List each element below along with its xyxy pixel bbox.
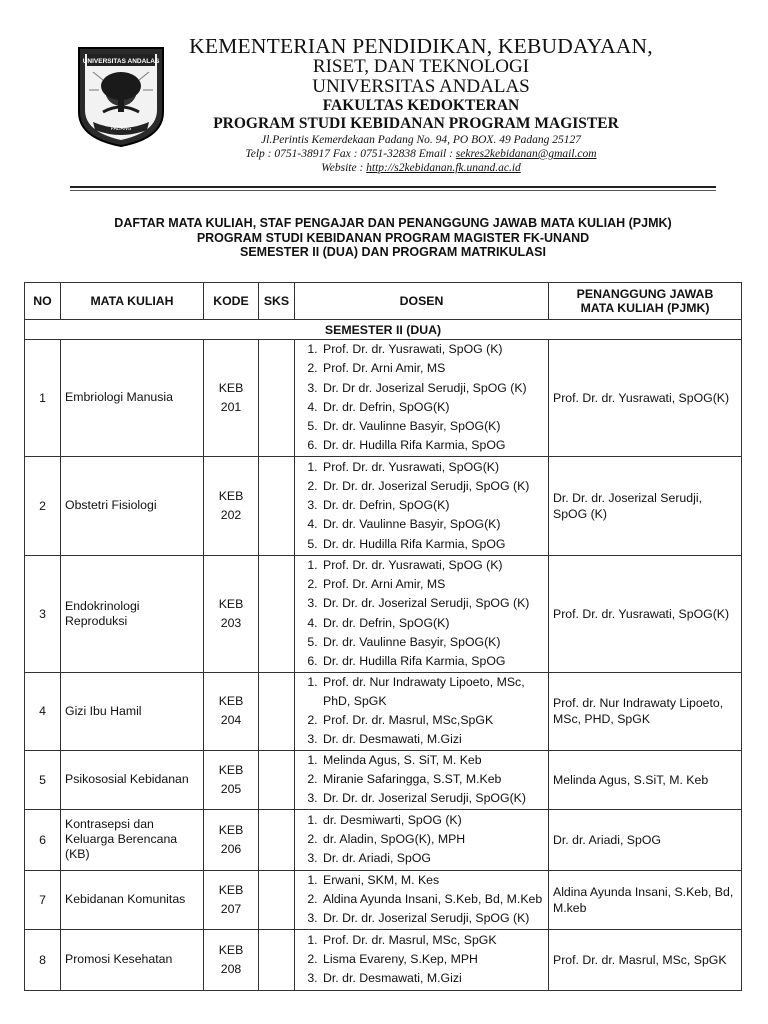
ministry-line-1: KEMENTERIAN PENDIDIKAN, KEBUDAYAAN,	[189, 34, 653, 58]
cell-kode	[204, 340, 259, 457]
program-name: PROGRAM STUDI KEBIDANAN PROGRAM MAGISTER	[213, 115, 619, 132]
cell-no: 8	[25, 929, 61, 990]
kode-number: 205	[220, 781, 242, 796]
cell-pjmk: Prof. Dr. dr. Yusrawati, SpOG(K)	[549, 340, 742, 457]
svg-text:PADANG: PADANG	[110, 126, 132, 132]
university-name: UNIVERSITAS ANDALAS	[312, 76, 530, 97]
kode-prefix: KEB	[218, 488, 244, 503]
dosen-item: 4. Dr. dr. Defrin, SpOG(K)	[321, 614, 544, 633]
dosen-item: 3. Dr. dr. Defrin, SpOG(K)	[321, 496, 544, 515]
cell-mata-kuliah: Kebidanan Komunitas	[61, 870, 204, 929]
header-divider-thin	[70, 190, 716, 191]
cell-pjmk: Dr. dr. Ariadi, SpOG	[549, 809, 742, 870]
ministry-line-2: RISET, DAN TEKNOLOGI	[312, 56, 530, 77]
cell-no: 4	[25, 672, 61, 750]
dosen-item: 1. Prof. Dr. dr. Masrul, MSc, SpGK	[321, 931, 544, 950]
dosen-list	[299, 931, 544, 989]
dosen-item: 2. Prof. Dr. dr. Masrul, MSc,SpGK	[321, 711, 544, 730]
kode-prefix: KEB	[218, 380, 244, 395]
website-link[interactable]: http://s2kebidanan.fk.unand.ac.id	[366, 162, 521, 174]
cell-mata-kuliah: Kontrasepsi dan Keluarga Berencana (KB)	[61, 809, 204, 870]
table-row	[25, 555, 742, 672]
contact-line	[170, 147, 672, 161]
kode-prefix: KEB	[218, 822, 244, 837]
cell-kode	[204, 750, 259, 809]
cell-pjmk: Aldina Ayunda Insani, S.Keb, Bd, M.keb	[549, 870, 742, 929]
cell-no: 2	[25, 456, 61, 555]
kode-number: 204	[220, 713, 242, 728]
dosen-item: 5. Dr. dr. Hudilla Rifa Karmia, SpOG	[321, 535, 544, 554]
cell-sks	[259, 809, 295, 870]
telp-fax-text: Telp : 0751-38917 Fax : 0751-32838 Email :	[245, 148, 456, 160]
dosen-item: 3. Dr. Dr. dr. Joserizal Serudji, SpOG(K)	[321, 789, 544, 808]
kode-number: 203	[220, 615, 242, 630]
cell-sks	[259, 672, 295, 750]
cell-sks	[259, 456, 295, 555]
semester-label: SEMESTER II (DUA)	[25, 320, 742, 340]
dosen-item: 6. Dr. dr. Hudilla Rifa Karmia, SpOG	[321, 436, 544, 455]
dosen-item: 1. Melinda Agus, S. SiT, M. Keb	[321, 751, 544, 770]
cell-sks	[259, 870, 295, 929]
svg-text:UNIVERSITAS ANDALAS: UNIVERSITAS ANDALAS	[82, 58, 160, 65]
dosen-item: 4. Dr. dr. Defrin, SpOG(K)	[321, 398, 544, 417]
cell-pjmk: Dr. Dr. dr. Joserizal Serudji, SpOG (K)	[549, 456, 742, 555]
cell-sks	[259, 340, 295, 457]
dosen-item: 4. Dr. dr. Vaulinne Basyir, SpOG(K)	[321, 515, 544, 534]
cell-kode	[204, 870, 259, 929]
title-line-3: SEMESTER II (DUA) DAN PROGRAM MATRIKULASI	[239, 245, 546, 259]
header-dosen: DOSEN	[295, 283, 549, 320]
table-row	[25, 672, 742, 750]
website-label: Website :	[321, 162, 367, 174]
dosen-item: 2. Miranie Safaringga, S.ST, M.Keb	[321, 770, 544, 789]
cell-dosen	[295, 929, 549, 990]
table-row	[25, 929, 742, 990]
dosen-list	[299, 458, 544, 554]
document-title	[70, 216, 716, 260]
dosen-item: 1. dr. Desmiwarti, SpOG (K)	[321, 811, 544, 830]
cell-mata-kuliah: Endokrinologi Reproduksi	[61, 555, 204, 672]
cell-no: 7	[25, 870, 61, 929]
header-pjmk-line-2: MATA KULIAH (PJMK)	[580, 301, 710, 315]
cell-sks	[259, 750, 295, 809]
header-pjmk	[549, 283, 742, 320]
cell-dosen	[295, 456, 549, 555]
dosen-item: 1. Prof. Dr. dr. Yusrawati, SpOG(K)	[321, 458, 544, 477]
table-row	[25, 340, 742, 457]
cell-dosen	[295, 870, 549, 929]
cell-dosen	[295, 672, 549, 750]
letterhead	[170, 35, 672, 175]
dosen-list	[299, 340, 544, 456]
dosen-item: 2. Prof. Dr. Arni Amir, MS	[321, 575, 544, 594]
cell-mata-kuliah: Promosi Kesehatan	[61, 929, 204, 990]
dosen-item: 2. Dr. Dr. dr. Joserizal Serudji, SpOG (K)	[321, 477, 544, 496]
header-kode: KODE	[204, 283, 259, 320]
cell-dosen	[295, 809, 549, 870]
dosen-item: 2. dr. Aladin, SpOG(K), MPH	[321, 830, 544, 849]
dosen-item: 3. Dr. Dr dr. Joserizal Serudji, SpOG (K)	[321, 379, 544, 398]
dosen-item: 5. Dr. dr. Vaulinne Basyir, SpOG(K)	[321, 633, 544, 652]
kode-prefix: KEB	[218, 762, 244, 777]
cell-dosen	[295, 555, 549, 672]
header-divider-thick	[70, 186, 716, 188]
cell-pjmk: Prof. Dr. dr. Masrul, MSc, SpGK	[549, 929, 742, 990]
dosen-item: 2. Prof. Dr. Arni Amir, MS	[321, 359, 544, 378]
cell-kode	[204, 929, 259, 990]
dosen-item: 1. Prof. dr. Nur Indrawaty Lipoeto, MSc, PhD, SpGK	[321, 673, 544, 712]
cell-no: 6	[25, 809, 61, 870]
header-sks: SKS	[259, 283, 295, 320]
dosen-item: 3. Dr. dr. Desmawati, M.Gizi	[321, 969, 544, 988]
kode-number: 207	[220, 901, 242, 916]
header-mata-kuliah: MATA KULIAH	[61, 283, 204, 320]
dosen-item: 2. Lisma Evareny, S.Kep, MPH	[321, 950, 544, 969]
cell-mata-kuliah: Embriologi Manusia	[61, 340, 204, 457]
kode-number: 201	[220, 399, 242, 414]
table-row	[25, 456, 742, 555]
cell-mata-kuliah: Psikososial Kebidanan	[61, 750, 204, 809]
table-row	[25, 809, 742, 870]
cell-no: 3	[25, 555, 61, 672]
cell-mata-kuliah: Obstetri Fisiologi	[61, 456, 204, 555]
cell-kode	[204, 672, 259, 750]
cell-no: 1	[25, 340, 61, 457]
kode-prefix: KEB	[218, 694, 244, 709]
header-no: NO	[25, 283, 61, 320]
website-line	[170, 161, 672, 175]
dosen-list	[299, 811, 544, 869]
dosen-item: 3. Dr. Dr. dr. Joserizal Serudji, SpOG (K)	[321, 594, 544, 613]
cell-kode	[204, 809, 259, 870]
cell-dosen	[295, 340, 549, 457]
dosen-item: 6. Dr. dr. Hudilla Rifa Karmia, SpOG	[321, 652, 544, 671]
cell-pjmk: Prof. dr. Nur Indrawaty Lipoeto, MSc, PHD, SpGK	[549, 672, 742, 750]
cell-pjmk: Prof. Dr. dr. Yusrawati, SpOG(K)	[549, 555, 742, 672]
dosen-item: 1. Erwani, SKM, M. Kes	[321, 871, 544, 890]
faculty-name: FAKULTAS KEDOKTERAN	[322, 97, 520, 114]
address-line: Jl.Perintis Kemerdekaan Padang No. 94, PO BOX. 49 Padang 25127	[261, 134, 581, 146]
header-pjmk-line-1: PENANGGUNG JAWAB	[576, 287, 714, 301]
cell-sks	[259, 929, 295, 990]
kode-prefix: KEB	[218, 942, 244, 957]
dosen-list	[299, 556, 544, 672]
dosen-list	[299, 871, 544, 929]
kode-number: 206	[220, 841, 242, 856]
dosen-list	[299, 751, 544, 809]
table-header-row	[25, 283, 742, 320]
cell-sks	[259, 555, 295, 672]
dosen-item: 3. Dr. dr. Ariadi, SpOG	[321, 849, 544, 868]
kode-prefix: KEB	[218, 596, 244, 611]
table-row	[25, 870, 742, 929]
kode-prefix: KEB	[218, 882, 244, 897]
cell-no: 5	[25, 750, 61, 809]
dosen-item: 3. Dr. dr. Desmawati, M.Gizi	[321, 730, 544, 749]
table-row	[25, 750, 742, 809]
dosen-list	[299, 673, 544, 750]
semester-row	[25, 320, 742, 340]
cell-kode	[204, 555, 259, 672]
cell-pjmk: Melinda Agus, S.SiT, M. Keb	[549, 750, 742, 809]
cell-kode	[204, 456, 259, 555]
dosen-item: 5. Dr. dr. Vaulinne Basyir, SpOG(K)	[321, 417, 544, 436]
university-seal-logo	[73, 42, 169, 148]
kode-number: 208	[220, 961, 242, 976]
dosen-item: 2. Aldina Ayunda Insani, S.Keb, Bd, M.Keb	[321, 890, 544, 909]
dosen-item: 1. Prof. Dr. dr. Yusrawati, SpOG (K)	[321, 556, 544, 575]
course-table	[24, 282, 742, 991]
title-line-1: DAFTAR MATA KULIAH, STAF PENGAJAR DAN PENANGGUNG JAWAB MATA KULIAH (PJMK)	[114, 216, 672, 230]
title-line-2: PROGRAM STUDI KEBIDANAN PROGRAM MAGISTER FK-UNAND	[196, 230, 590, 245]
dosen-item: 3. Dr. Dr. dr. Joserizal Serudji, SpOG (K)	[321, 909, 544, 928]
kode-number: 202	[220, 507, 242, 522]
cell-mata-kuliah: Gizi Ibu Hamil	[61, 672, 204, 750]
email-link[interactable]: sekres2kebidanan@gmail.com	[455, 148, 597, 160]
dosen-item: 1. Prof. Dr. dr. Yusrawati, SpOG (K)	[321, 340, 544, 359]
cell-dosen	[295, 750, 549, 809]
